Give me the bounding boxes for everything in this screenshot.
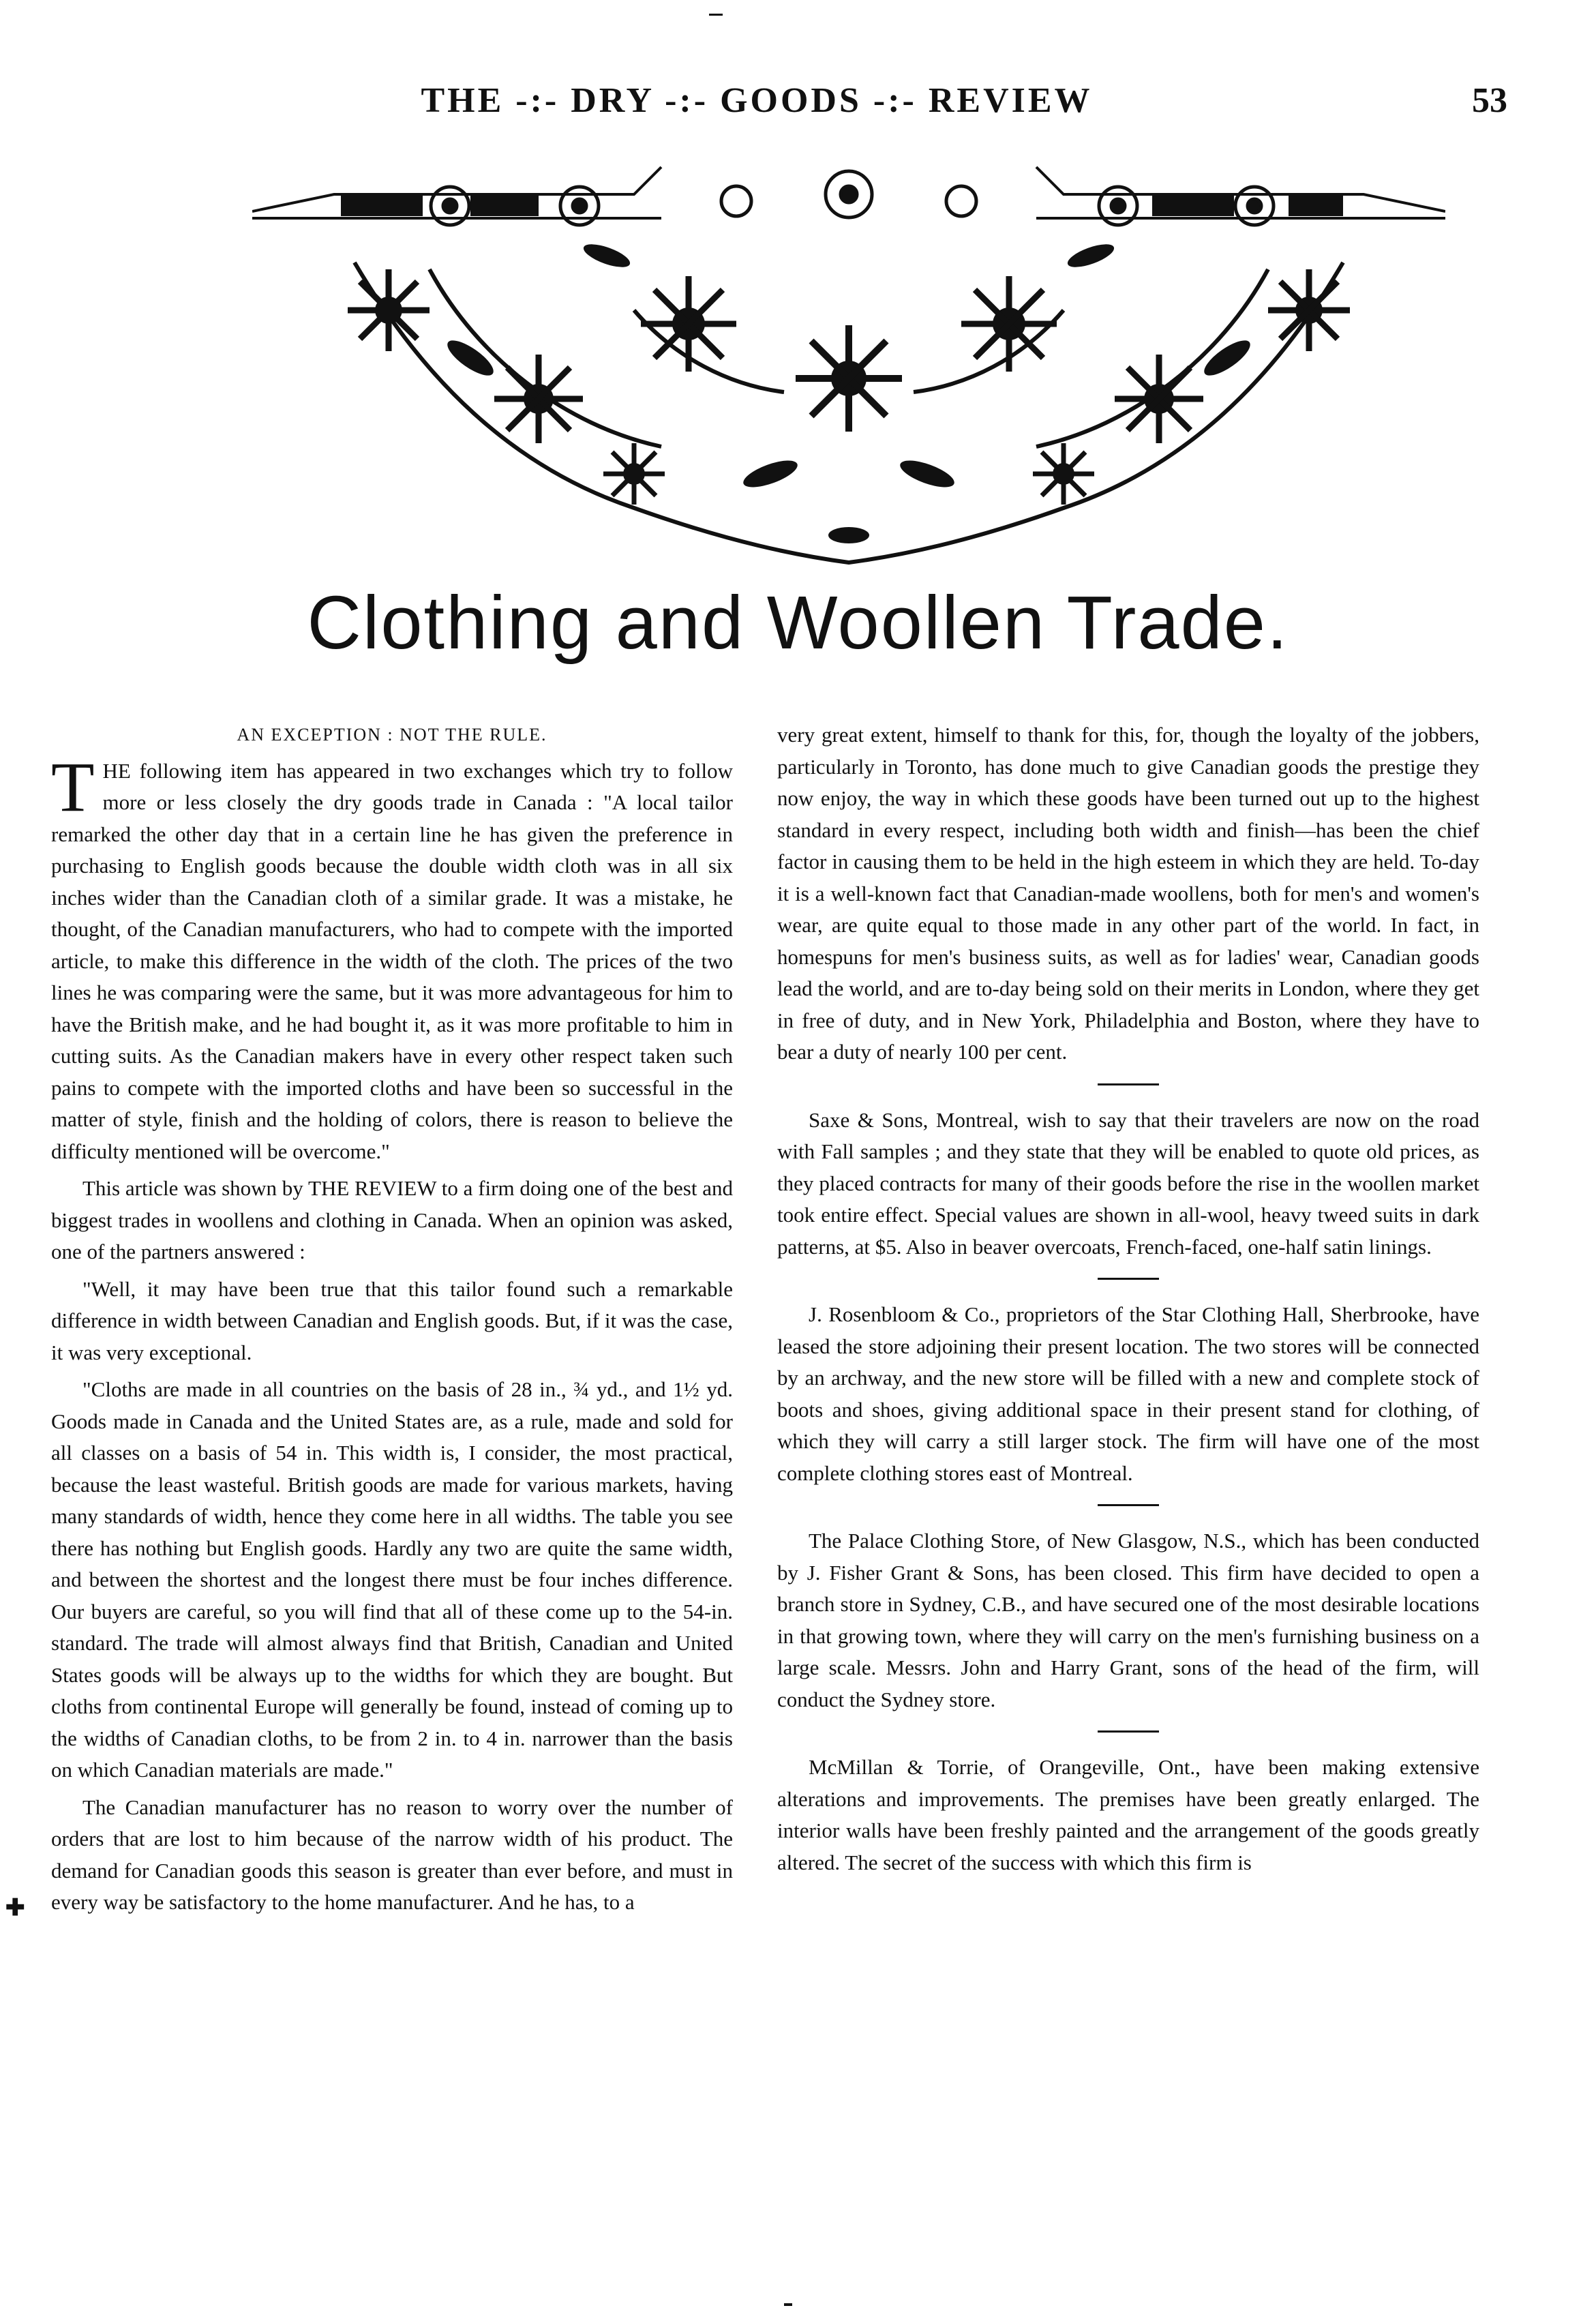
right-column xyxy=(777,719,1479,1884)
article-title: Clothing and Woollen Trade. xyxy=(307,581,1289,665)
paragraph: McMillan & Torrie, of Orangeville, Ont., have been making extensive alterations and improvements. The premises have been greatly enlarged. The interior walls have been freshly painted and the arrangement of the goods greatly altered. The secret of the success with which this firm is xyxy=(777,1755,1479,1874)
paragraph: very great extent, himself to thank for this, for, though the loyalty of the jobbers, particularly in Toronto, has done much to give Canadian goods the prestige they now enjoy, the way in which these goods have been turned out up to the highest standard in every respect, including both width and finish—has been the chief factor in causing them to be held in the high esteem in which they are held. To-day it is a well-known fact that Canadian-made woollens, both for men's and women's wear, are quite equal to those made in any other part of the world. In fact, in homespuns for men's business suits, as well as for ladies' wear, Canadian goods lead the world, and are to-day being sold on their merits in London, where they get in free of duty, and in New York, Philadelphia and Boston, where they have to bear a duty of nearly 100 per cent. xyxy=(777,723,1479,1064)
drop-cap: T xyxy=(51,747,95,826)
paragraph: "Well, it may have been true that this tailor found such a remarkable difference in width between Canadian and English goods. But, if it was the case, it was very exceptional. xyxy=(51,1276,733,1364)
section-heading: AN EXCEPTION : NOT THE RULE. xyxy=(237,725,547,745)
separator-rule xyxy=(1098,1278,1159,1280)
margin-mark-icon: ✚ xyxy=(5,1895,25,1921)
paragraph: The Canadian manufacturer has no reason to worry over the number of orders that are lost to him because of the narrow width of his product. The demand for Canadian goods this season is greater than ever before, and must in every way be satisfactory to the home manufacturer. And he has, to a xyxy=(51,1795,733,1914)
paragraph xyxy=(51,747,733,1168)
running-head xyxy=(0,80,1596,135)
paragraph: The Palace Clothing Store, of New Glasgow, N.S., which has been conducted by J. Fisher Grant & Sons, has been closed. This firm have decided to open a branch store in Sydney, C.B., and have secured one of the most desirable locations in that growing town, where they will carry on the men's furnishing business on a large scale. Messrs. John and Harry Grant, sons of the head of the firm, will conduct the Sydney store. xyxy=(777,1529,1479,1711)
print-speck xyxy=(709,14,723,16)
separator-rule xyxy=(1098,1083,1159,1085)
paragraph: "Cloths are made in all countries on the basis of 28 in., ¾ yd., and 1½ yd. Goods made in Canada and the United States are, as a rule, made and sold for all classes on a basis of 54 in. This width is, I consider, the most practical, because the least wasteful. British goods are made for various markets, having many standards of width, hence they come here in all widths. The table you see there has nothing but English goods. Hardly any two are quite the same width, and between the shortest and the longest there must be four inches difference. Our buyers are careful, so you will find that all of these come up to the 54-in. standard. The trade will almost always find that British, Canadian and United States goods will be always up to the widths for which they are bought. But cloths from continental Europe will generally be found, instead of coming up to the widths of Canadian cloths, to be from 2 in. to 4 in. narrower than the basis on which Canadian materials are made." xyxy=(51,1377,733,1782)
separator-rule xyxy=(1098,1730,1159,1733)
paragraph: This article was shown by THE REVIEW to a firm doing one of the best and biggest trades in woollens and clothing in Canada. When an opinion was asked, one of the partners answered : xyxy=(51,1176,733,1263)
print-speck xyxy=(784,2303,792,2306)
page-number: 53 xyxy=(1472,81,1507,120)
paragraph-text: HE following item has appeared in two exchanges which try to follow more or less closely the dry goods trade in Canada : "A local tailor remarked the other day that in a certain line he has given the preference in purchasing to English goods because the double width cloth was in all six inches wider than the Canadian cloth of a similar grade. It was a mistake, he thought, of the Canadian manufacturers, who had to compete with the imported article, to make this difference in the width of the cloth. The prices of the two lines he was comparing were the same, but it was more advantageous for him to have the British make, and he had bought it, as it was more profitable to him in cutting suits. As the Canadian makers have in every other respect taken such pains to compete with the imported cloths and have been so successful in the matter of style, finish and the holding of colors, there is reason to believe the difficulty mentioned will be overcome." xyxy=(51,758,733,1163)
floral-ornament-illustration xyxy=(252,153,1445,576)
left-column xyxy=(51,719,733,1924)
separator-rule xyxy=(1098,1504,1159,1506)
paragraph: Saxe & Sons, Montreal, wish to say that their travelers are now on the road with Fall samples ; and they state that they will be enabled to quote old prices, as they placed contracts for many of their goods before the rise in the woollen market took entire effect. Special values are shown in all-wool, heavy tweed suits in dark patterns, at $5. Also in beaver overcoats, French-faced, one-half satin linings. xyxy=(777,1107,1479,1259)
journal-title: THE -:- DRY -:- GOODS -:- REVIEW xyxy=(421,81,1093,120)
paragraph: J. Rosenbloom & Co., proprietors of the Star Clothing Hall, Sherbrooke, have leased the store adjoining their present location. The two stores will be connected by an archway, and the new store will be filled with a new and complete stock of boots and shoes, giving additional space in their present stand for clothing, of which they will carry a still larger stock. The firm will have one of the most complete clothing stores east of Montreal. xyxy=(777,1302,1479,1485)
